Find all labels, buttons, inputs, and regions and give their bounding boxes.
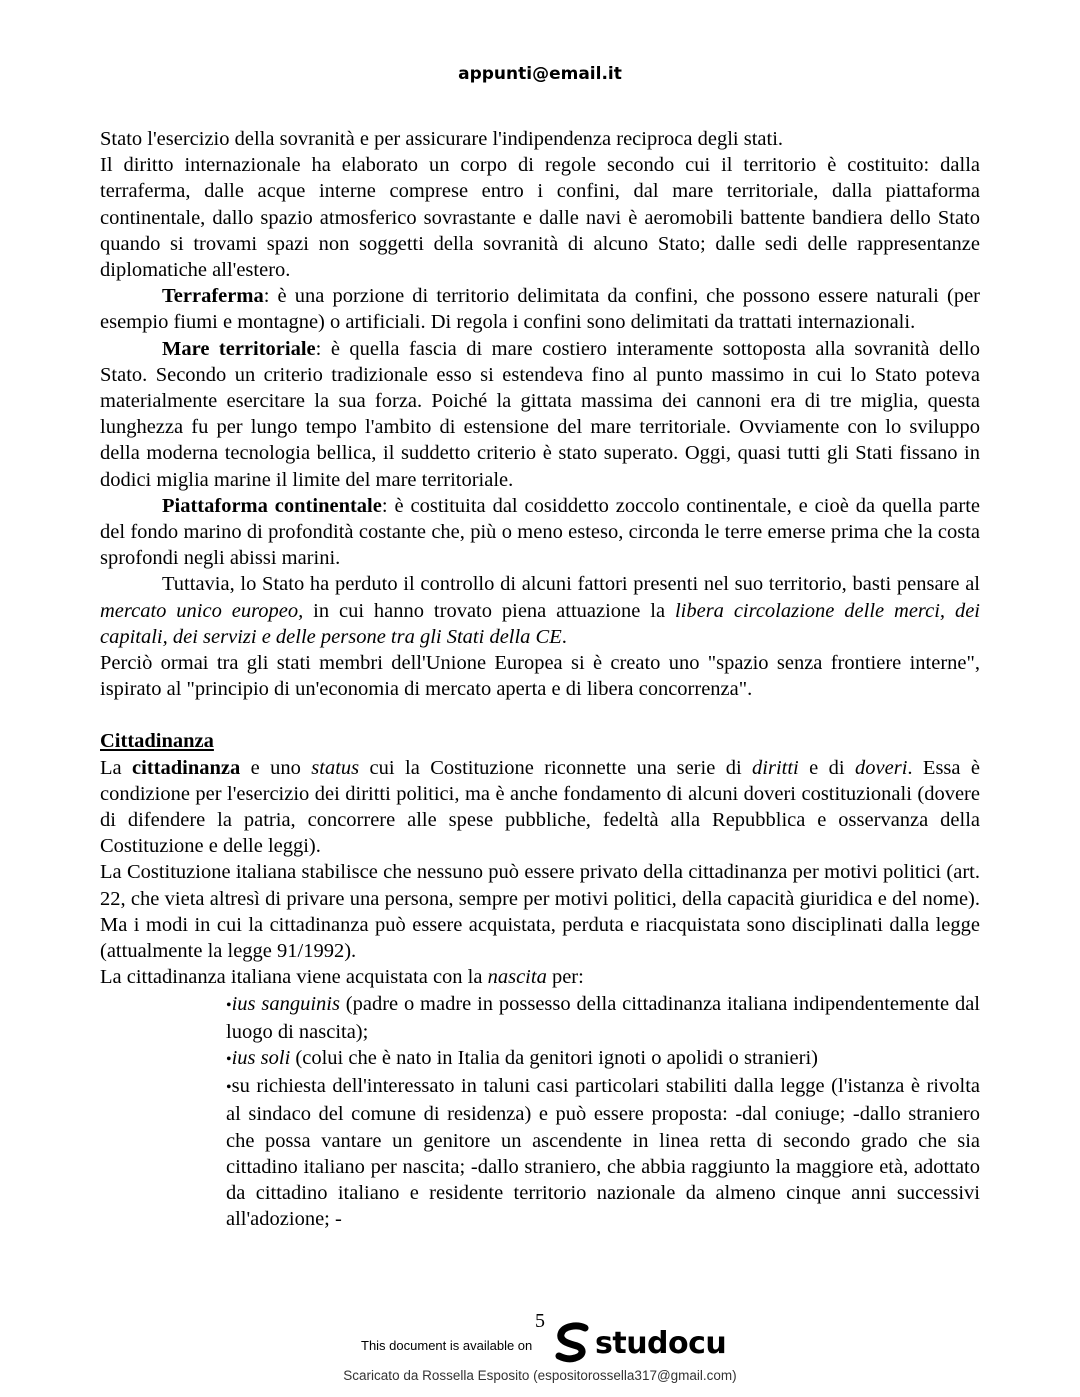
italic-run: ius soli <box>231 1046 291 1069</box>
bullet-icon: • <box>226 1050 232 1068</box>
text-run: Tuttavia, lo Stato ha perduto il controllo di alcuni fattori presenti nel suo territorio, basti pensare al <box>162 573 980 596</box>
paragraph-text: : è una porzione di territorio delimitata da confini, che possono essere naturali (per esempio fiumi e montagne) o artificiali. Di regola i confini sono delimitati da trattati internazionali. <box>100 285 980 334</box>
list-item <box>226 1045 980 1073</box>
italic-run: status <box>311 756 360 779</box>
text-run: . Essa è condizione per l'esercizio dei diritti politici, ma è anche fondamento di alcuni doveri costituzionali (dovere di difendere la patria, concorrere alle spese pubbliche, fedeltà alla Repubblica e osservanza della Costituzione e delle leggi). <box>100 756 980 858</box>
text-run: (padre o madre in possesso della cittadinanza italiana indipendentemente dal luogo di nascita); <box>226 992 980 1043</box>
italic-run: nascita <box>487 966 547 989</box>
bold-run: cittadinanza <box>132 756 241 779</box>
text-run: per: <box>546 966 584 989</box>
bullet-icon: • <box>226 1079 232 1097</box>
header-email: appunti@email.it <box>458 64 622 84</box>
studocu-logo-text: studocu <box>595 1325 727 1361</box>
bullet-icon: • <box>226 996 232 1014</box>
text-run: La <box>100 756 133 779</box>
paragraph-cittadinanza <box>100 755 980 860</box>
paragraph: Stato l'esercizio della sovranità e per assicurare l'indipendenza reciproca degli stati. <box>100 128 784 150</box>
italic-run: doveri <box>855 756 908 779</box>
list-item <box>226 991 980 1045</box>
bullet-list <box>226 991 980 1233</box>
text-run: cui la Costituzione riconnette una serie di <box>359 756 753 779</box>
document-body <box>100 126 980 1232</box>
text-run: su richiesta dell'interessato in taluni casi particolari stabiliti dalla legge (l'istanza è rivolta al sindaco del comune di residenza) e può essere proposta: -dal coniuge; -dallo straniero che possa vantare un genitore un ascendente in linea retta di secondo grado che sia cittadino italiano per nascita; -dallo straniero, che abbia raggiunto la maggiore età, adottato da cittadino italiano e residente territorio nazionale da almeno cinque anni successivi all'adozione; - <box>226 1075 980 1231</box>
paragraph-text: : è quella fascia di mare costiero interamente sottoposta alla sovranità dello Stato. Secondo un criterio tradizionale esso si estendeva fino al punto massimo in cui lo Stato poteva materialmente esercitare la sua forza. Poiché la gittata massima dei cannoni era di tre miglia, questa lunghezza fu per lungo tempo l'ambito di estensione del mare territoriale. Ovviamente con lo sviluppo della moderna tecnologia bellica, il suddetto criterio è stato superato. Oggi, quasi tutti gli Stati fissano in dodici miglia marine il limite del mare territoriale. <box>100 337 980 491</box>
availability-text: This document is available on <box>361 1338 533 1353</box>
italic-run: libera circolazione delle merci, dei capitali, dei servizi e delle persone tra gli Stati della CE <box>100 599 980 648</box>
paragraph-tuttavia <box>100 571 980 650</box>
download-footer: Scaricato da Rossella Esposito (espositorossella317@gmail.com) <box>343 1368 737 1383</box>
italic-run: diritti <box>752 756 799 779</box>
paragraph <box>100 964 980 990</box>
section-heading: Cittadinanza <box>100 730 214 753</box>
paragraph-terraferma <box>100 283 980 335</box>
studocu-mark-icon <box>555 1322 591 1364</box>
text-run: in cui hanno trovato piena attuazione la <box>303 599 675 622</box>
paragraph: La Costituzione italiana stabilisce che nessuno può essere privato della cittadinanza per motivi politici (art. 22, che vieta altresì di privare una persona, sempre per motivi politici, della capacità giuridica e del nome). Ma i modi in cui la cittadinanza può essere acquistata, perduta e riacquistata sono disciplinati dalla legge (attualmente la legge 91/1992). <box>100 861 980 963</box>
paragraph: Perciò ormai tra gli stati membri dell'Unione Europea si è creato uno "spazio senza frontiere interne", ispirato al "principio di un'economia di mercato aperta e di libera concorrenza". <box>100 652 980 701</box>
text-run: e di <box>798 756 856 779</box>
text-run: La cittadinanza italiana viene acquistata con la <box>100 966 488 989</box>
italic-run: ius sanguinis <box>231 992 340 1015</box>
italic-run: mercato unico europeo, <box>100 599 304 622</box>
spacer <box>100 702 980 728</box>
term-terraferma: Terraferma <box>162 285 264 308</box>
list-item <box>226 1073 980 1232</box>
paragraph: Il diritto internazionale ha elaborato un corpo di regole secondo cui il territorio è costituito: dalla terraferma, dalle acque interne comprese entro i confini, dal mare territoriale, dalla piattaforma continentale, dallo spazio atmosferico sovrastante e dalle navi è aeromobili battente bandiera dello Stato quando si trovami spazi non soggetti della sovranità di alcuno Stato; dalle sedi delle rappresentanze diplomatiche all'estero. <box>100 154 980 282</box>
paragraph-mare <box>100 336 980 493</box>
term-piattaforma: Piattaforma continentale <box>162 494 382 517</box>
text-run: e uno <box>240 756 312 779</box>
paragraph-piattaforma <box>100 493 980 572</box>
page-number: 5 <box>535 1310 545 1332</box>
paragraph-text: : è costituita dal cosiddetto zoccolo continentale, e cioè da quella parte del fondo marino di profondità costante che, più o meno esteso, circonda le terre emerse prima che la costa sprofondi negli abissi marini. <box>100 494 981 570</box>
term-mare: Mare territoriale <box>162 337 316 360</box>
text-run: . <box>561 625 567 648</box>
studocu-logo[interactable] <box>555 1322 726 1364</box>
text-run: (colui che è nato in Italia da genitori ignoti o apolidi o stranieri) <box>290 1046 818 1069</box>
